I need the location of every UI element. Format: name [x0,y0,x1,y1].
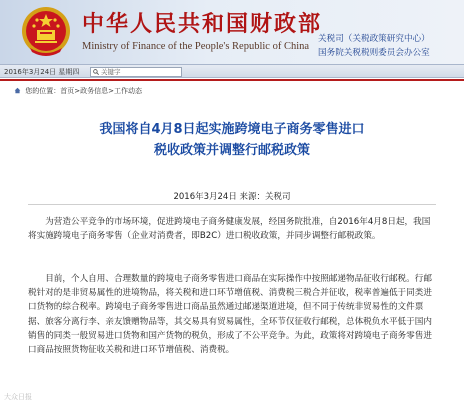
site-title-en: Ministry of Finance of the People's Republic of China [82,41,310,52]
breadcrumb[interactable] [14,86,142,96]
site-title-cn: 中华人民共和国财政部 [82,11,323,37]
national-emblem-icon [20,4,72,60]
home-icon [14,87,21,94]
nav-bar [0,64,464,78]
search-input[interactable] [90,67,182,77]
watermark: 大众日报 [4,393,32,401]
search-value: 关键字 [101,68,121,76]
search-icon [93,69,99,75]
meta-divider [28,204,436,205]
current-date: 2016年3月24日 星期四 [4,68,80,76]
article-title-line1: 我国将自4月8日起实施跨境电子商务零售进口 [99,122,365,137]
article-paragraph-2: 目前，个人自用、合理数量的跨境电子商务零售进口商品在实际操作中按照邮递物品征收行邮税。行邮税针对的是非贸易属性的进境物品，将关税和进口环节增值税、消费税三税合并征收，税率普遍低于同类进口货物的综合税率。跨境电子商务零售进口商品虽然通过邮递渠道进境，但不同于传统非贸易性的文件票据、旅客分离行李、亲友馈赠物品等，其交易具有贸易属性，全环节仅征收行邮税，总体税负水平低于国内销售的同类一般贸易进口货物和国产货物的税负，形成了不公平竞争。为此，政策将对跨境电子商务零售进口商品按照货物征收关税和进口环节增值税、消费税。 [28,274,432,356]
article-meta: 2016年3月24日 来源：关税司 [173,192,291,202]
header-divider [0,79,464,81]
dept-link-tariff[interactable]: 关税司（关税政策研究中心） [318,34,430,44]
dept-link-commission[interactable]: 国务院关税税则委员会办公室 [318,48,430,58]
article-title-line2: 税收政策并调整行邮税政策 [153,143,310,158]
article-paragraph-1: 为营造公平竞争的市场环境，促进跨境电子商务健康发展，经国务院批准，自2016年4月8日起，我国将实施跨境电子商务零售（企业对消费者，即B2C）进口税收政策，并同步调整行邮税政策。 [28,217,431,242]
site-header [0,0,464,64]
breadcrumb-text: 您的位置：首页>政务信息>工作动态 [25,87,142,95]
